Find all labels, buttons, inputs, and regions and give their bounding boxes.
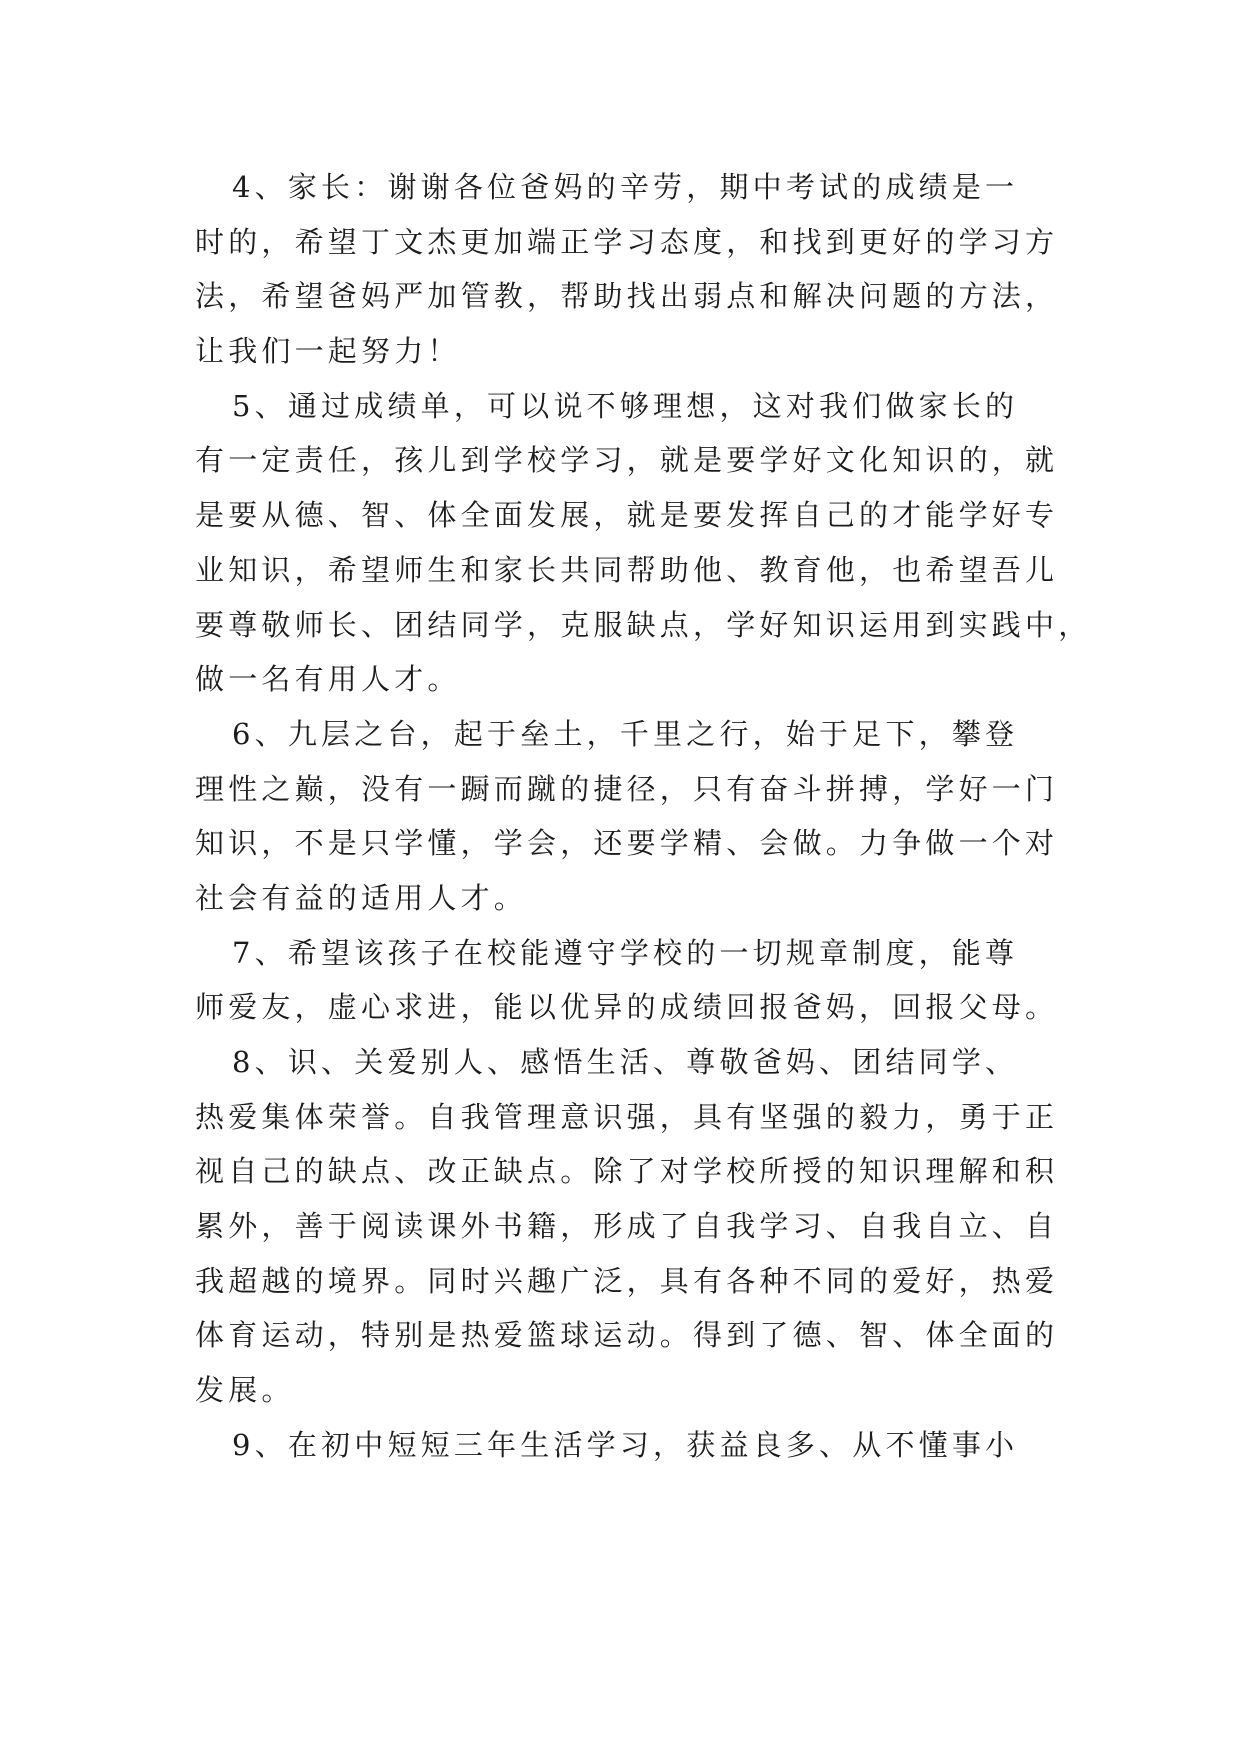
text-line: 体育运动，特别是热爱篮球运动。得到了德、智、体全面的: [195, 1318, 1059, 1353]
text-line: 4、家长：谢谢各位爸妈的辛劳，期中考试的成绩是一: [232, 170, 1019, 204]
text-line: 做一名有用人才。: [195, 662, 461, 697]
text-line: 业知识，希望师生和家长共同帮助他、教育他，也希望吾儿: [195, 552, 1059, 587]
paragraph-4: [195, 160, 1075, 379]
text-line: 热爱集体荣誉。自我管理意识强，具有坚强的毅力，勇于正: [195, 1099, 1059, 1134]
paragraph-5: [195, 379, 1092, 707]
text-line: 师爱友，虚心求进，能以优异的成绩回报爸妈，回报父母。: [195, 990, 1059, 1025]
paragraph-8: [195, 1035, 1075, 1418]
text-line: 发展。: [195, 1373, 295, 1408]
text-line: 视自己的缺点、改正缺点。除了对学校所授的知识理解和积: [195, 1154, 1059, 1189]
text-line: 有一定责任，孩儿到学校学习，就是要学好文化知识的，就: [195, 443, 1059, 478]
text-line: 8、识、关爱别人、感悟生活、尊敬爸妈、团结同学、: [232, 1045, 1019, 1079]
text-line: 理性之巅，没有一蹰而蹴的捷径，只有奋斗拼搏，学好一门: [195, 771, 1059, 806]
document-body: [195, 160, 1092, 1473]
text-line: 5、通过成绩单，可以说不够理想，这对我们做家长的: [232, 388, 1019, 423]
paragraph-6: [195, 707, 1075, 926]
text-line: 要尊敬师长、团结同学，克服缺点，学好知识运用到实践中，: [195, 607, 1092, 642]
text-line: 法，希望爸妈严加管教，帮助找出弱点和解决问题的方法，: [195, 279, 1059, 314]
text-line: 我超越的境界。同时兴趣广泛，具有各种不同的爱好，热爱: [195, 1263, 1059, 1298]
text-line: 知识，不是只学懂，学会，还要学精、会做。力争做一个对: [195, 826, 1059, 861]
paragraph-9: [195, 1418, 1075, 1473]
text-line: 累外，善于阅读课外书籍，形成了自我学习、自我自立、自: [195, 1209, 1059, 1244]
text-line: 时的，希望丁文杰更加端正学习态度，和找到更好的学习方: [195, 224, 1059, 259]
paragraph-7: [195, 926, 1075, 1035]
text-line: 9、在初中短短三年生活学习，获益良多、从不懂事小: [232, 1427, 1019, 1462]
text-line: 让我们一起努力！: [195, 334, 461, 369]
text-line: 7、希望该孩子在校能遵守学校的一切规章制度，能尊: [232, 935, 1019, 970]
text-line: 是要从德、智、体全面发展，就是要发挥自己的才能学好专: [195, 498, 1059, 533]
text-line: 6、九层之台，起于垒土，千里之行，始于足下，攀登: [232, 716, 1019, 751]
text-line: 社会有益的适用人才。: [195, 880, 528, 915]
